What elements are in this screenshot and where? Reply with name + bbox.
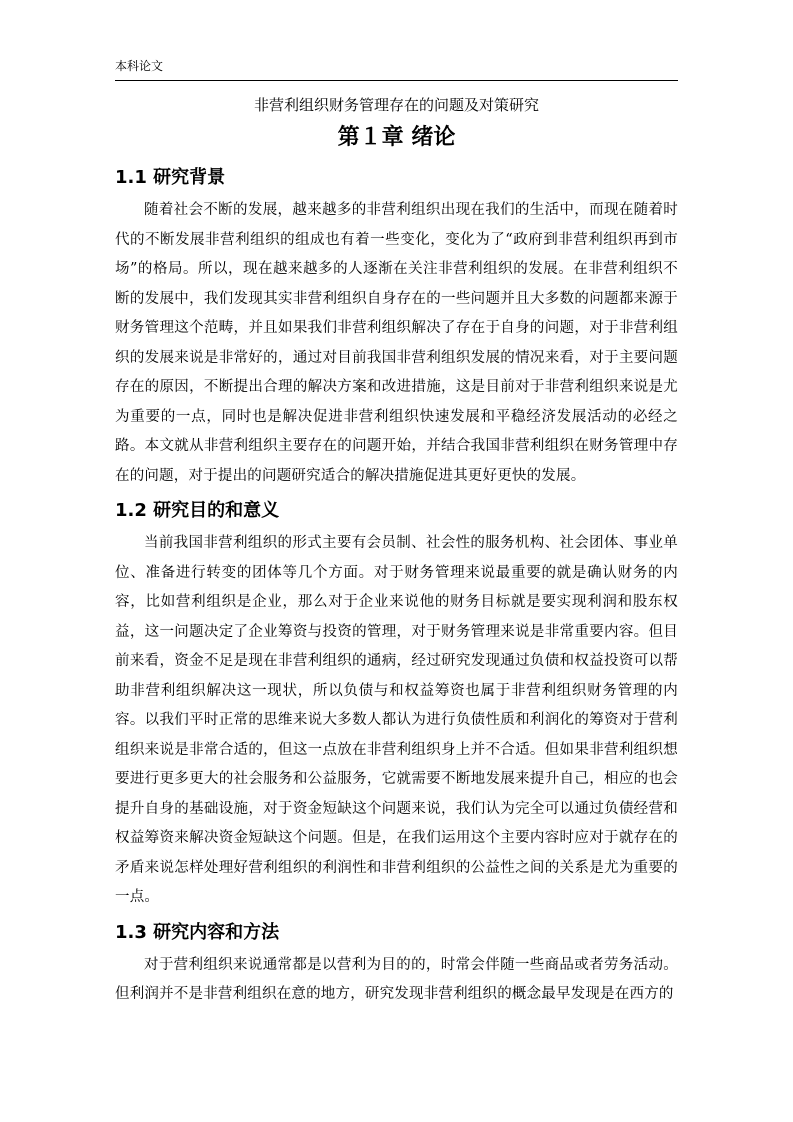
paragraph: 对于营利组织来说通常都是以营利为目的的，时常会伴随一些商品或者劳务活动。但利润并不是非营利组织在意的地方，研究发现非营利组织的概念最早发现是在西方的 (115, 956, 678, 1002)
section-heading: 1.2 研究目的和意义 (115, 500, 280, 521)
body-content (115, 164, 678, 1016)
section-research-content (115, 919, 678, 1010)
document-title: 非营利组织财务管理存在的问题及对策研究 (253, 96, 539, 114)
section-heading: 1.1 研究背景 (115, 167, 226, 188)
section-research-purpose (115, 497, 678, 913)
running-header: 本科论文 (115, 58, 678, 81)
chapter-title: 第１章 绪论 (337, 125, 456, 150)
paragraph: 随着社会不断的发展，越来越多的非营利组织出现在我们的生活中，而现在随着时代的不断发展非营利组织的组成也有着一些变化，变化为了“政府到非营利组织再到市场”的格局。所以，现在越来越多的人逐渐在关注非营利组织的发展。在非营利组织不断的发展中，我们发现其实非营利组织自身存在的一些问题并且大多数的问题都来源于财务管理这个范畴，并且如果我们非营利组织解决了存在于自身的问题，对于非营利组织的发展来说是非常好的，通过对目前我国非营利组织发展的情况来看，对于主要问题存在的原因，不断提出合理的解决方案和改进措施，这是目前对于非营利组织来说是尤为重要的一点，同时也是解决促进非营利组织快速发展和平稳经济发展活动的必经之路。本文就从非营利组织主要存在的问题开始，并结合我国非营利组织在财务管理中存在的问题，对于提出的问题研究适合的解决措施促进其更好更快的发展。 (115, 202, 678, 484)
section-research-background (115, 164, 678, 491)
section-heading: 1.3 研究内容和方法 (115, 921, 280, 943)
paragraph: 当前我国非营利组织的形式主要有会员制、社会性的服务机构、社会团体、事业单位、准备进行转变的团体等几个方面。对于财务管理来说最重要的就是确认财务的内容，比如营利组织是企业，那么对于企业来说他的财务目标就是要实现利润和股东权益，这一问题决定了企业筹资与投资的管理，对于财务管理来说是非常重要内容。但目前来看，资金不足是现在非营利组织的通病，经过研究发现通过负债和权益投资可以帮助非营利组织解决这一现状，所以负债与和权益筹资也属于非营利组织财务管理的内容。以我们平时正常的思维来说大多数人都认为进行负债性质和利润化的筹资对于营利组织来说是非常合适的，但这一点放在非营利组织身上并不合适。但如果非营利组织想要进行更多更大的社会服务和公益服务，它就需要不断地发展来提升自己，相应的也会提升自身的基础设施，对于资金短缺这个问题来说，我们认为完全可以通过负债经营和权益筹资来解决资金短缺这个问题。但是，在我们运用这个主要内容时应对于就存在的矛盾来说怎样处理好营利组织的利润性和非营利组织的公益性之间的关系是尤为重要的一点。 (115, 535, 678, 905)
